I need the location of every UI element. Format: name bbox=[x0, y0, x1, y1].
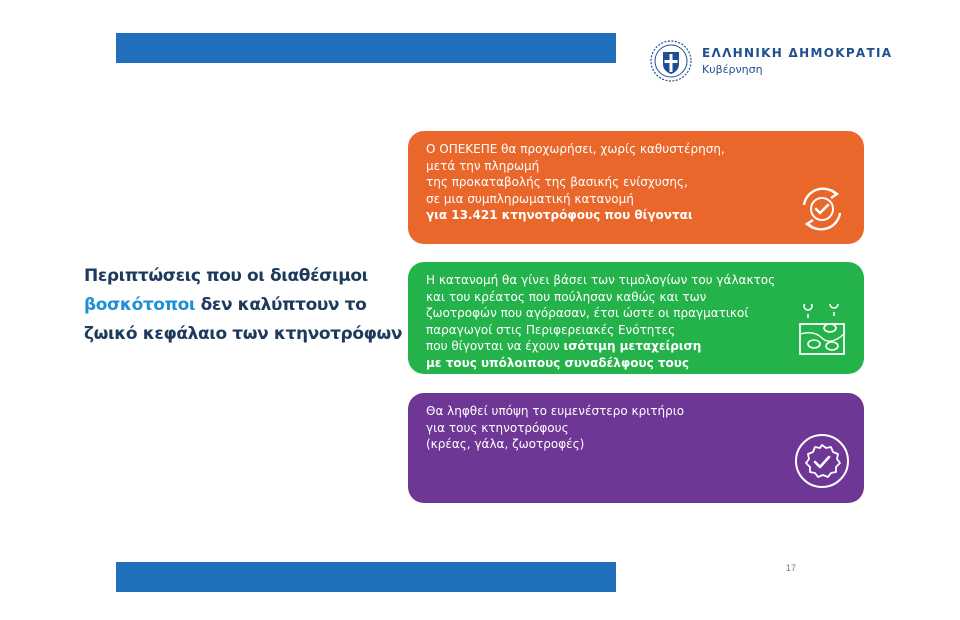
card-text-line: για τους κτηνοτρόφους bbox=[426, 420, 569, 435]
card-text-line: ζωοτροφών που αγόρασαν, έτσι ώστε οι πραγματικοί bbox=[426, 306, 749, 320]
top-blue-bar bbox=[116, 33, 616, 63]
card-text-line: Η κατανομή θα γίνει βάσει των τιμολογίων του γάλακτος bbox=[426, 273, 776, 287]
refresh-check-icon bbox=[794, 181, 850, 237]
slide-heading bbox=[84, 262, 404, 349]
livestock-map-icon bbox=[794, 304, 850, 360]
card-text-line: και του κρέατος που πούλησαν καθώς και των bbox=[426, 289, 707, 304]
card-text-line: (κρέας, γάλα, ζωοτροφές) bbox=[426, 437, 585, 451]
org-name: ΕΛΛΗΝΙΚΗ ΔΗΜΟΚΡΑΤΙΑ bbox=[702, 46, 893, 60]
heading-line-3: ζωικό κεφάλαιο των κτηνοτρόφων bbox=[84, 324, 403, 344]
heading-line-1: Περιπτώσεις που οι διαθέσιμοι bbox=[84, 266, 368, 286]
bottom-blue-bar bbox=[116, 562, 616, 592]
card-text-line: παραγωγοί στις Περιφερειακές Ενότητες bbox=[426, 322, 676, 337]
heading-highlight-word: βοσκότοποι bbox=[84, 295, 196, 315]
badge-check-icon bbox=[794, 433, 850, 489]
government-logo bbox=[650, 40, 892, 82]
heading-line-2 bbox=[84, 291, 404, 320]
card-text-line: Θα ληφθεί υπόψη το ευμενέστερο κριτήριο bbox=[426, 404, 685, 418]
card-bold-line: με τους υπόλοιπους συναδέλφους τους bbox=[426, 355, 689, 370]
info-card-allocation bbox=[408, 131, 864, 244]
card-text-line: που θίγονται να έχουν ισότιμη μεταχείριση bbox=[426, 339, 702, 353]
card-text-line: της προκαταβολής της βασικής ενίσχυσης, bbox=[426, 175, 688, 189]
card-text-line: μετά την πληρωμή bbox=[426, 158, 540, 173]
heading-line-2-rest: δεν καλύπτουν το bbox=[195, 295, 367, 315]
info-card-criterion bbox=[408, 393, 864, 503]
info-card-invoices bbox=[408, 262, 864, 374]
org-subtitle: Κυβέρνηση bbox=[702, 63, 763, 76]
page-number: 17 bbox=[786, 563, 797, 573]
card-text-line: Ο ΟΠΕΚΕΠΕ θα προχωρήσει, χωρίς καθυστέρηση, bbox=[426, 142, 725, 156]
card-bold-line: για 13.421 κτηνοτρόφους που θίγονται bbox=[426, 208, 693, 222]
card-text-line: σε μια συμπληρωματική κατανομή bbox=[426, 191, 634, 206]
greek-emblem-icon bbox=[650, 40, 692, 82]
